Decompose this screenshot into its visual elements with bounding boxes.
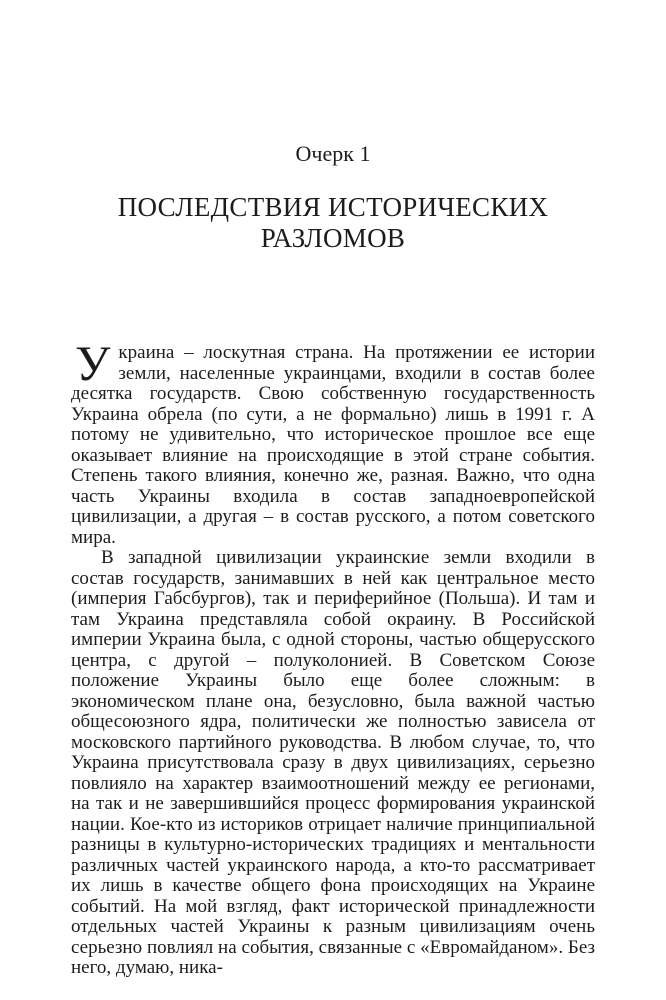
chapter-title: ПОСЛЕДСТВИЯ ИСТОРИЧЕСКИХ РАЗЛОМОВ (117, 192, 549, 253)
paragraph-second: В западной цивилизации украинские земли входили в состав государств, занимавших в ней как центральное место (империя Габсбургов), так и периферийное (Польша). И там и там Украина представляла собой окраину. В Российской империи Украина была, с одной стороны, частью общерусского центра, с другой – полуколонией. В Советском Союзе положение Украины было еще более сложным: в экономическом плане она, безусловно, была важной частью общесоюзного ядра, политически же полностью зависела от московского партийного руководства. В любом случае, то, что Украина присутствовала сразу в двух цивилизациях, серьезно повлияло на характер взаимоотношений между ее регионами, на так и не завершившийся процесс формирования украинской нации. Кое-кто из историков отрицает наличие принципиальной разницы в культурно-исторических традициях и ментальности различных частей украинского народа, а кто-то рассматривает их лишь в качестве общего фона происходящих на Украине событий. На мой взгляд, факт исторической принадлежности отдельных частей Украины к разным цивилизациям очень серьезно повлиял на события, связанные с «Евромайданом». Без него, думаю, ника- (71, 547, 595, 978)
drop-cap-letter: У (75, 335, 111, 391)
paragraph-first (71, 335, 595, 548)
chapter-label: Очерк 1 (295, 141, 371, 166)
body-text (71, 335, 595, 979)
paragraph-first-text: краина – лоскутная страна. На протяжении ее истории земли, населенные украинцами, входили в состав более десятка государств. Свою собственную государственность Украина обрела (по сути, а не формально) лишь в 1991 г. А потому не удивительно, что историческое прошлое все еще оказывает влияние на происходящие в этой стране события. Степень такого влияния, конечно же, разная. Важно, что одна часть Украины входила в состав западноевропейской цивилизации, а другая – в состав русского, а потом советского мира. (71, 342, 595, 548)
